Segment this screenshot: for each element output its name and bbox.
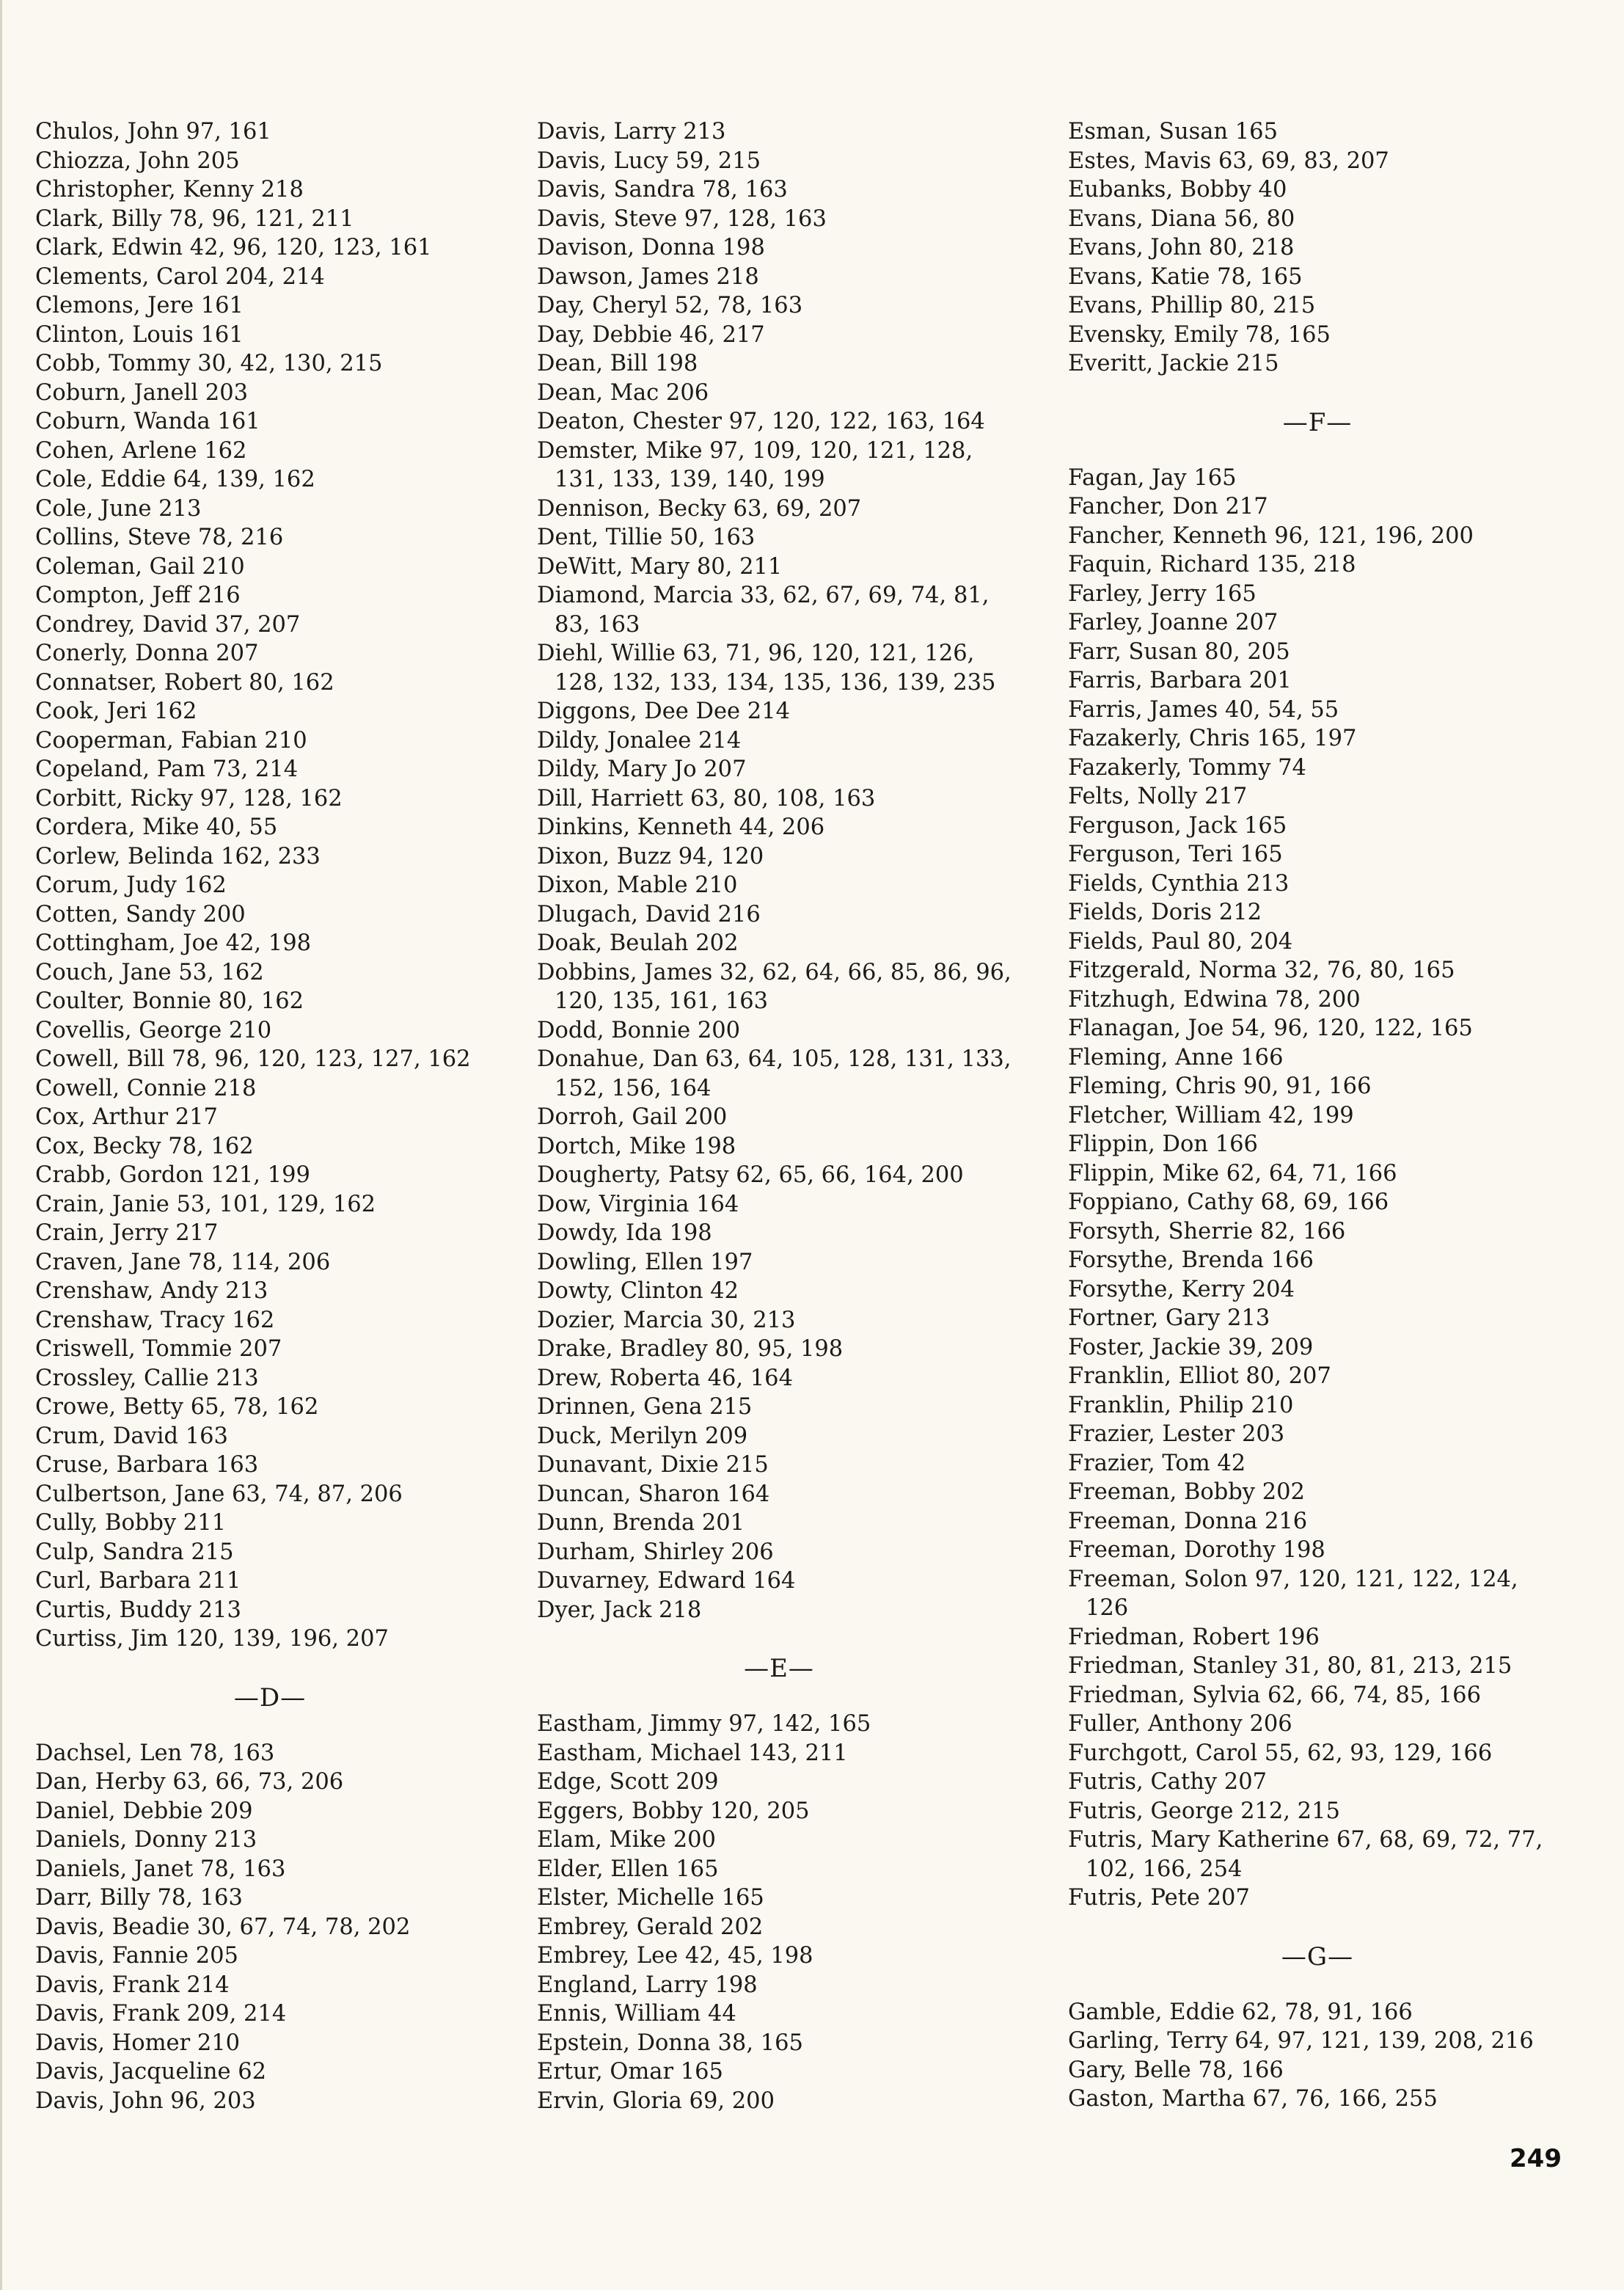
index-entry: Crenshaw, Andy 213 <box>35 1278 268 1304</box>
index-entry: Dowty, Clinton 42 <box>537 1278 739 1304</box>
index-entry: Curtis, Buddy 213 <box>35 1597 241 1623</box>
index-entry: Davison, Donna 198 <box>537 235 765 260</box>
index-entry: Friedman, Stanley 31, 80, 81, 213, 215 <box>1068 1653 1513 1679</box>
index-entry: Deaton, Chester 97, 120, 122, 163, 164 <box>537 409 985 434</box>
index-entry: Dent, Tillie 50, 163 <box>537 525 756 550</box>
index-entry: Crabb, Gordon 121, 199 <box>35 1162 310 1188</box>
index-entry: Curl, Barbara 211 <box>35 1568 241 1594</box>
index-entry: Clinton, Louis 161 <box>35 321 244 348</box>
index-entry: Ferguson, Teri 165 <box>1068 842 1283 867</box>
index-entry: Dyer, Jack 218 <box>537 1597 702 1623</box>
index-entry: Crain, Jerry 217 <box>35 1220 219 1246</box>
index-entry: Cottingham, Joe 42, 198 <box>35 930 312 956</box>
page-binding-edge <box>0 0 2 2290</box>
index-entry: Davis, Beadie 30, 67, 74, 78, 202 <box>35 1914 411 1940</box>
index-entry: Dlugach, David 216 <box>537 901 761 927</box>
index-entry: Ennis, William 44 <box>537 2001 736 2027</box>
index-entry: Crenshaw, Tracy 162 <box>35 1307 275 1333</box>
index-entry: Fazakerly, Chris 165, 197 <box>1068 726 1357 751</box>
index-entry: Cox, Arthur 217 <box>35 1104 218 1130</box>
index-entry: Copeland, Pam 73, 214 <box>35 756 299 782</box>
index-entry: Fuller, Anthony 206 <box>1068 1711 1292 1737</box>
index-entry: Farris, Barbara 201 <box>1068 668 1292 693</box>
index-entry: Ertur, Omar 165 <box>537 2059 723 2085</box>
index-entry: Dildy, Jonalee 214 <box>537 727 742 754</box>
index-entry: Fleming, Chris 90, 91, 166 <box>1068 1073 1372 1099</box>
index-entry: Farley, Joanne 207 <box>1068 610 1279 635</box>
index-entry: Cully, Bobby 211 <box>35 1510 227 1536</box>
page-number: 249 <box>1510 2144 1562 2173</box>
index-entry: Forsyth, Sherrie 82, 166 <box>1068 1218 1346 1244</box>
index-entry: Doak, Beulah 202 <box>537 930 739 956</box>
index-entry: Davis, Larry 213 <box>537 119 726 145</box>
index-entry: Compton, Jeff 216 <box>35 583 241 608</box>
index-entry: Cole, June 213 <box>35 495 202 522</box>
index-column-3 <box>1068 117 1567 2114</box>
index-entry: Cowell, Connie 218 <box>35 1075 257 1101</box>
index-entry: Davis, Homer 210 <box>35 2030 241 2056</box>
index-entry: Culp, Sandra 215 <box>35 1539 234 1565</box>
index-entry: Foster, Jackie 39, 209 <box>1068 1334 1314 1360</box>
index-entry: Drake, Bradley 80, 95, 198 <box>537 1336 844 1362</box>
index-entry: Franklin, Elliot 80, 207 <box>1068 1363 1331 1389</box>
index-entry: Fazakerly, Tommy 74 <box>1068 754 1306 781</box>
index-entry: Frazier, Lester 203 <box>1068 1421 1285 1447</box>
index-entry: Fitzgerald, Norma 32, 76, 80, 165 <box>1068 958 1455 983</box>
index-entry: Flanagan, Joe 54, 96, 120, 122, 165 <box>1068 1015 1473 1041</box>
index-entry: Collins, Steve 78, 216 <box>35 525 284 550</box>
index-entry: Futris, George 212, 215 <box>1068 1798 1340 1824</box>
index-entry: Eggers, Bobby 120, 205 <box>537 1798 810 1824</box>
index-entry: Dougherty, Patsy 62, 65, 66, 164, 200 <box>537 1162 964 1188</box>
index-entry: Evans, Katie 78, 165 <box>1068 263 1303 290</box>
index-entry: Cooperman, Fabian 210 <box>35 727 307 754</box>
index-entry: Evans, Diana 56, 80 <box>1068 205 1295 232</box>
index-entry: Edge, Scott 209 <box>537 1769 719 1795</box>
index-entry: Furchgott, Carol 55, 62, 93, 129, 166 <box>1068 1740 1493 1766</box>
index-entry: Gaston, Martha 67, 76, 166, 255 <box>1068 2086 1438 2112</box>
index-entry: England, Larry 198 <box>537 1972 758 1998</box>
index-entry: Freeman, Donna 216 <box>1068 1508 1308 1534</box>
index-entry: Dixon, Mable 210 <box>537 872 738 898</box>
index-entry: Farr, Susan 80, 205 <box>1068 638 1290 665</box>
index-entry: Freeman, Solon 97, 120, 121, 122, 124, 126 <box>1068 1566 1518 1621</box>
index-entry: Coburn, Wanda 161 <box>35 409 260 434</box>
index-entry: Criswell, Tommie 207 <box>35 1336 282 1362</box>
index-entry: Freeman, Bobby 202 <box>1068 1479 1305 1505</box>
index-entry: Culbertson, Jane 63, 74, 87, 206 <box>35 1481 403 1507</box>
index-entry: Dunavant, Dixie 215 <box>537 1452 769 1478</box>
index-column-2 <box>537 117 1021 2115</box>
index-entry: Dennison, Becky 63, 69, 207 <box>537 495 862 522</box>
index-entry: Futris, Pete 207 <box>1068 1885 1250 1911</box>
index-entry: Fields, Doris 212 <box>1068 900 1262 925</box>
index-entry: Cowell, Bill 78, 96, 120, 123, 127, 162 <box>35 1046 471 1072</box>
index-entry: Futris, Cathy 207 <box>1068 1769 1268 1795</box>
index-entry: Fletcher, William 42, 199 <box>1068 1102 1354 1128</box>
index-entry: Diggons, Dee Dee 214 <box>537 699 791 724</box>
index-entry: Ervin, Gloria 69, 200 <box>537 2087 775 2114</box>
index-column-1 <box>35 117 505 2115</box>
index-entry: Crum, David 163 <box>35 1423 228 1449</box>
index-entry: Crowe, Betty 65, 78, 162 <box>35 1394 319 1420</box>
index-entry: Embrey, Lee 42, 45, 198 <box>537 1943 813 1969</box>
index-entry: Elder, Ellen 165 <box>537 1856 719 1882</box>
section-heading: —D— <box>233 1682 307 1713</box>
index-entry: Duncan, Sharon 164 <box>537 1481 770 1507</box>
index-entry: Garling, Terry 64, 97, 121, 139, 208, 216 <box>1068 2028 1534 2054</box>
index-entry: Forsythe, Kerry 204 <box>1068 1276 1295 1302</box>
index-entry: Fields, Paul 80, 204 <box>1068 928 1293 955</box>
index-entry: Epstein, Donna 38, 165 <box>537 2030 803 2056</box>
index-entry: Davis, Sandra 78, 163 <box>537 177 788 203</box>
index-entry: Duvarney, Edward 164 <box>537 1568 796 1594</box>
index-entry: Fancher, Don 217 <box>1068 494 1268 519</box>
index-entry: Davis, Frank 209, 214 <box>35 2001 287 2027</box>
index-entry: Futris, Mary Katherine 67, 68, 69, 72, 77, 102, 166, 254 <box>1068 1827 1543 1882</box>
index-entry: Frazier, Tom 42 <box>1068 1450 1246 1476</box>
index-entry: Duck, Merilyn 209 <box>537 1423 748 1449</box>
index-entry: Faquin, Richard 135, 218 <box>1068 552 1356 577</box>
index-entry: Foppiano, Cathy 68, 69, 166 <box>1068 1189 1389 1215</box>
index-entry: Dobbins, James 32, 62, 64, 66, 85, 86, 96, 120, 135, 161, 163 <box>537 959 1012 1014</box>
index-entry: Dinkins, Kenneth 44, 206 <box>537 814 825 840</box>
index-entry: Felts, Nolly 217 <box>1068 784 1248 809</box>
index-entry: Dodd, Bonnie 200 <box>537 1017 741 1043</box>
index-entry: Flippin, Mike 62, 64, 71, 166 <box>1068 1160 1397 1186</box>
index-entry: Farley, Jerry 165 <box>1068 580 1257 607</box>
index-entry: Forsythe, Brenda 166 <box>1068 1247 1314 1273</box>
index-entry: Freeman, Dorothy 198 <box>1068 1537 1325 1563</box>
index-entry: Dowdy, Ida 198 <box>537 1220 712 1246</box>
index-entry: Dorroh, Gail 200 <box>537 1104 728 1130</box>
index-entry: Daniel, Debbie 209 <box>35 1798 253 1824</box>
index-entry: Clark, Billy 78, 96, 121, 211 <box>35 205 354 232</box>
index-entry: Corum, Judy 162 <box>35 872 227 898</box>
index-entry: Franklin, Philip 210 <box>1068 1392 1294 1418</box>
index-entry: DeWitt, Mary 80, 211 <box>537 553 783 580</box>
index-entry: Dean, Bill 198 <box>537 351 698 376</box>
index-entry: Dozier, Marcia 30, 213 <box>537 1307 796 1333</box>
index-entry: Dawson, James 218 <box>537 263 759 290</box>
index-entry: Gamble, Eddie 62, 78, 91, 166 <box>1068 1999 1413 2025</box>
index-entry: Davis, Fannie 205 <box>35 1943 238 1969</box>
index-entry: Fitzhugh, Edwina 78, 200 <box>1068 986 1361 1013</box>
index-entry: Chulos, John 97, 161 <box>35 119 271 145</box>
index-entry: Curtiss, Jim 120, 139, 196, 207 <box>35 1626 389 1652</box>
index-entry: Fields, Cynthia 213 <box>1068 870 1290 897</box>
index-entry: Cook, Jeri 162 <box>35 699 197 724</box>
index-entry: Cruse, Barbara 163 <box>35 1452 259 1478</box>
index-entry: Connatser, Robert 80, 162 <box>35 669 334 696</box>
index-entry: Covellis, George 210 <box>35 1017 272 1043</box>
index-entry: Davis, Frank 214 <box>35 1972 230 1998</box>
index-entry: Condrey, David 37, 207 <box>35 611 301 638</box>
index-entry: Cobb, Tommy 30, 42, 130, 215 <box>35 351 383 376</box>
index-entry: Diehl, Willie 63, 71, 96, 120, 121, 126, 128, 132, 133, 134, 135, 136, 139, 235 <box>537 641 996 696</box>
index-entry: Darr, Billy 78, 163 <box>35 1885 243 1911</box>
index-entry: Dunn, Brenda 201 <box>537 1510 745 1536</box>
index-entry: Dow, Virginia 164 <box>537 1191 739 1217</box>
index-entry: Dill, Harriett 63, 80, 108, 163 <box>537 785 876 812</box>
index-entry: Coulter, Bonnie 80, 162 <box>35 988 304 1014</box>
index-entry: Eastham, Michael 143, 211 <box>537 1740 848 1766</box>
index-entry: Daniels, Janet 78, 163 <box>35 1856 286 1882</box>
index-entry: Daniels, Donny 213 <box>35 1827 257 1853</box>
index-entry: Clark, Edwin 42, 96, 120, 123, 161 <box>35 235 432 260</box>
index-entry: Clements, Carol 204, 214 <box>35 263 325 290</box>
index-entry: Dortch, Mike 198 <box>537 1133 736 1159</box>
index-entry: Eubanks, Bobby 40 <box>1068 177 1287 203</box>
index-entry: Gary, Belle 78, 166 <box>1068 2057 1284 2083</box>
index-entry: Ferguson, Jack 165 <box>1068 812 1287 839</box>
index-entry: Davis, Jacqueline 62 <box>35 2059 267 2085</box>
index-entry: Fleming, Anne 166 <box>1068 1044 1284 1071</box>
index-entry: Dan, Herby 63, 66, 73, 206 <box>35 1769 344 1795</box>
index-entry: Coleman, Gail 210 <box>35 553 245 580</box>
index-entry: Donahue, Dan 63, 64, 105, 128, 131, 133, 152, 156, 164 <box>537 1046 1012 1101</box>
index-entry: Cohen, Arlene 162 <box>35 437 247 464</box>
index-entry: Day, Cheryl 52, 78, 163 <box>537 293 803 318</box>
index-entry: Demster, Mike 97, 109, 120, 121, 128, 131, 133, 139, 140, 199 <box>537 437 973 492</box>
index-entry: Farris, James 40, 54, 55 <box>1068 696 1339 723</box>
index-entry: Dowling, Ellen 197 <box>537 1249 753 1275</box>
index-entry: Davis, Lucy 59, 215 <box>537 147 761 174</box>
index-entry: Dean, Mac 206 <box>537 379 709 406</box>
index-entry: Friedman, Sylvia 62, 66, 74, 85, 166 <box>1068 1682 1481 1708</box>
index-entry: Evensky, Emily 78, 165 <box>1068 321 1331 348</box>
index-entry: Day, Debbie 46, 217 <box>537 321 765 348</box>
section-heading: —F— <box>1282 407 1353 437</box>
index-entry: Dixon, Buzz 94, 120 <box>537 843 764 869</box>
index-entry: Craven, Jane 78, 114, 206 <box>35 1249 331 1275</box>
index-entry: Everitt, Jackie 215 <box>1068 351 1279 376</box>
index-entry: Cox, Becky 78, 162 <box>35 1133 254 1159</box>
index-entry: Drew, Roberta 46, 164 <box>537 1365 793 1391</box>
index-entry: Friedman, Robert 196 <box>1068 1624 1320 1650</box>
index-entry: Esman, Susan 165 <box>1068 119 1278 145</box>
index-entry: Davis, Steve 97, 128, 163 <box>537 205 827 232</box>
index-entry: Evans, Phillip 80, 215 <box>1068 293 1316 318</box>
index-entry: Fortner, Gary 213 <box>1068 1305 1270 1331</box>
index-entry: Dildy, Mary Jo 207 <box>537 756 747 782</box>
index-entry: Clemons, Jere 161 <box>35 293 244 318</box>
index-entry: Crain, Janie 53, 101, 129, 162 <box>35 1191 376 1217</box>
index-entry: Durham, Shirley 206 <box>537 1539 774 1565</box>
index-entry: Embrey, Gerald 202 <box>537 1914 764 1940</box>
index-entry: Cole, Eddie 64, 139, 162 <box>35 467 315 492</box>
index-entry: Elster, Michelle 165 <box>537 1885 764 1911</box>
index-entry: Crossley, Callie 213 <box>35 1365 259 1391</box>
index-entry: Christopher, Kenny 218 <box>35 177 304 203</box>
index-entry: Diamond, Marcia 33, 62, 67, 69, 74, 81, 83, 163 <box>537 583 990 638</box>
index-entry: Dachsel, Len 78, 163 <box>35 1740 275 1766</box>
section-heading: —E— <box>744 1654 814 1683</box>
index-entry: Elam, Mike 200 <box>537 1827 716 1853</box>
index-entry: Cotten, Sandy 200 <box>35 901 246 927</box>
index-entry: Coburn, Janell 203 <box>35 379 249 406</box>
index-entry: Chiozza, John 205 <box>35 147 240 174</box>
index-entry: Eastham, Jimmy 97, 142, 165 <box>537 1711 871 1737</box>
index-entry: Fancher, Kenneth 96, 121, 196, 200 <box>1068 522 1474 549</box>
index-entry: Corlew, Belinda 162, 233 <box>35 843 321 869</box>
index-entry: Fagan, Jay 165 <box>1068 464 1237 491</box>
index-entry: Davis, John 96, 203 <box>35 2087 256 2114</box>
index-entry: Evans, John 80, 218 <box>1068 235 1295 260</box>
index-entry: Conerly, Donna 207 <box>35 641 259 666</box>
index-entry: Couch, Jane 53, 162 <box>35 959 264 985</box>
index-entry: Flippin, Don 166 <box>1068 1131 1258 1157</box>
index-entry: Estes, Mavis 63, 69, 83, 207 <box>1068 147 1389 174</box>
index-entry: Drinnen, Gena 215 <box>537 1394 753 1420</box>
index-entry: Corbitt, Ricky 97, 128, 162 <box>35 785 343 812</box>
section-heading: —G— <box>1281 1941 1354 1972</box>
index-entry: Cordera, Mike 40, 55 <box>35 814 278 840</box>
